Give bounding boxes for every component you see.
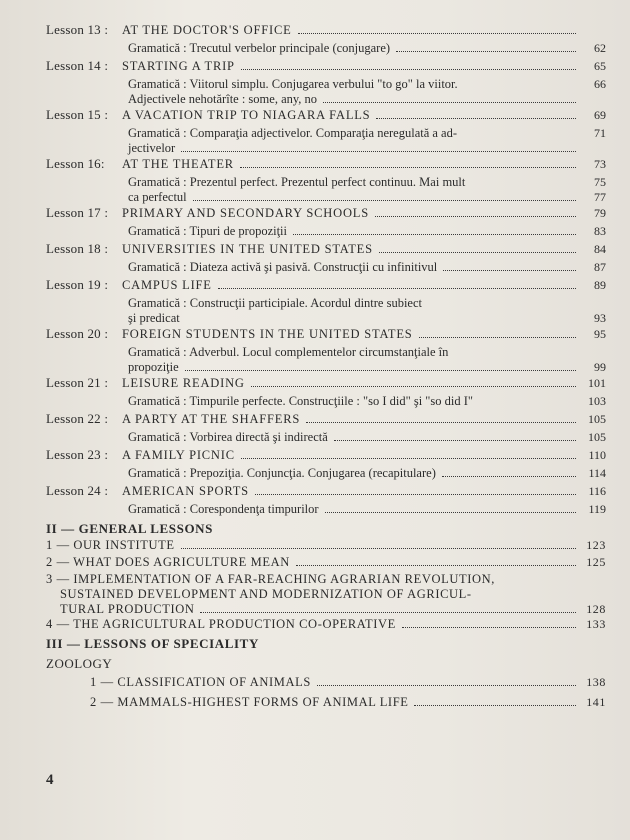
lesson-next-page: 93 — [594, 311, 606, 325]
dot-leader — [317, 676, 576, 686]
dot-leader — [375, 207, 576, 217]
lesson-title: A FAMILY PICNIC — [122, 448, 235, 462]
speciality-lesson-title: 2 — MAMMALS-HIGHEST FORMS OF ANIMAL LIFE — [90, 695, 409, 709]
grammar-line: Gramatică : Viitorul simplu. Conjugarea verbului "to go" la viitor. — [128, 77, 458, 91]
dot-leader — [240, 158, 576, 168]
grammar-line: Gramatică : Tipuri de propoziţii — [128, 224, 288, 238]
lesson-number: Lesson 23 : — [46, 447, 109, 462]
lesson-page: 105 — [588, 412, 606, 426]
general-lesson-title-continued: TURAL PRODUCTION — [60, 602, 195, 616]
general-lesson-3 — [46, 572, 606, 617]
lesson-number: Lesson 22 : — [46, 411, 109, 426]
lesson-title: AT THE THEATER — [122, 157, 234, 171]
toc-entry-lesson-21 — [46, 375, 606, 411]
speciality-lesson-page: 138 — [586, 675, 606, 689]
lesson-title: A PARTY AT THE SHAFFERS — [122, 412, 301, 426]
dot-leader — [181, 539, 576, 549]
general-lesson-page: 123 — [586, 538, 606, 552]
speciality-lesson-page: 141 — [586, 695, 606, 709]
dot-leader — [443, 261, 576, 271]
general-lesson-title: 3 — IMPLEMENTATION OF A FAR-REACHING AGRARIAN REVOLUTION, — [46, 572, 495, 586]
grammar-line: Gramatică : Trecutul verbelor principale (conjugare) — [128, 41, 391, 55]
grammar-line: Gramatică : Comparaţia adjectivelor. Comparaţia neregulată a ad- — [128, 126, 458, 140]
general-lesson-4 — [46, 617, 606, 634]
dot-leader — [325, 503, 576, 513]
grammar-page: 103 — [588, 394, 606, 408]
lesson-page: 116 — [588, 484, 606, 498]
grammar-line-continued: şi predicat — [128, 311, 180, 325]
toc-entry-lesson-16 — [46, 156, 606, 205]
dot-leader — [323, 93, 576, 103]
lesson-page: 110 — [588, 448, 606, 462]
lesson-number: Lesson 18 : — [46, 241, 109, 256]
grammar-line: Gramatică : Timpurile perfecte. Construcţiile : "so I did" şi "so did I" — [128, 394, 474, 408]
dot-leader — [255, 485, 576, 495]
lesson-page: 73 — [594, 157, 606, 171]
lesson-page: 95 — [594, 327, 606, 341]
grammar-line: Gramatică : Prezentul perfect. Prezentul perfect continuu. Mai mult — [128, 175, 466, 189]
dot-leader — [251, 377, 576, 387]
grammar-line: Gramatică : Vorbirea directă şi indirectă — [128, 430, 328, 444]
dot-leader — [298, 24, 576, 34]
dot-leader — [396, 42, 576, 52]
lesson-number: Lesson 13 : — [46, 22, 109, 37]
lesson-number: Lesson 21 : — [46, 375, 109, 390]
grammar-line: Gramatică : Corespondenţa timpurilor — [128, 502, 319, 516]
lesson-title: AT THE DOCTOR'S OFFICE — [122, 23, 292, 37]
lesson-page: 65 — [594, 59, 606, 73]
dot-leader — [218, 279, 576, 289]
lesson-number: Lesson 15 : — [46, 107, 109, 122]
grammar-page: 66 — [594, 77, 606, 91]
lesson-next-page: 77 — [594, 190, 606, 204]
lesson-title: CAMPUS LIFE — [122, 278, 212, 292]
lesson-title: LEISURE READING — [122, 376, 245, 390]
toc-entry-lesson-18 — [46, 241, 606, 277]
dot-leader — [402, 618, 576, 628]
lesson-page: 69 — [594, 108, 606, 122]
toc-entry-lesson-13 — [46, 22, 606, 58]
toc-entry-lesson-20 — [46, 326, 606, 375]
grammar-line-continued: propoziţie — [128, 360, 179, 374]
dot-leader — [296, 556, 576, 566]
grammar-page: 71 — [594, 126, 606, 140]
dot-leader — [376, 109, 576, 119]
lesson-title: FOREIGN STUDENTS IN THE UNITED STATES — [122, 327, 413, 341]
grammar-line: Gramatică : Adverbul. Locul complementelor circumstanţiale în — [128, 345, 449, 359]
speciality-lesson-2 — [46, 695, 606, 715]
toc-entry-lesson-15 — [46, 107, 606, 156]
grammar-page: 114 — [588, 466, 606, 480]
grammar-page: 75 — [594, 175, 606, 189]
grammar-line-continued: jectivelor — [128, 141, 176, 155]
page-number: 4 — [46, 772, 54, 788]
lesson-number: Lesson 14 : — [46, 58, 109, 73]
lesson-next-page: 99 — [594, 360, 606, 374]
grammar-page: 119 — [588, 502, 606, 516]
dot-leader — [200, 603, 576, 613]
dot-leader — [241, 449, 576, 459]
dot-leader — [181, 142, 576, 152]
subject-heading: ZOOLOGY — [46, 656, 113, 671]
general-lesson-title-continued: SUSTAINED DEVELOPMENT AND MODERNIZATION OF AGRICUL- — [60, 587, 472, 601]
general-lesson-page: 128 — [586, 602, 606, 616]
toc-entry-lesson-17 — [46, 205, 606, 241]
speciality-lesson-title: 1 — CLASSIFICATION OF ANIMALS — [90, 675, 311, 689]
dot-leader — [379, 243, 576, 253]
general-lesson-page: 125 — [586, 555, 606, 569]
grammar-line: Gramatică : Prepoziţia. Conjuncţia. Conjugarea (recapitulare) — [128, 466, 436, 480]
dot-leader — [414, 696, 576, 706]
grammar-page: 62 — [594, 41, 606, 55]
lesson-next-page: 83 — [594, 224, 606, 238]
dot-leader — [193, 191, 576, 201]
lesson-number: Lesson 24 : — [46, 483, 109, 498]
general-lesson-title: 2 — WHAT DOES AGRICULTURE MEAN — [46, 555, 290, 569]
speciality-lesson-1 — [46, 675, 606, 695]
dot-leader — [293, 225, 576, 235]
general-lesson-title: 1 — OUR INSTITUTE — [46, 538, 175, 552]
dot-leader — [419, 328, 576, 338]
grammar-line-continued: ca perfectul — [128, 190, 187, 204]
grammar-line: Gramatică : Diateza activă şi pasivă. Construcţii cu infinitivul — [128, 260, 438, 274]
dot-leader — [241, 60, 576, 70]
dot-leader — [334, 431, 576, 441]
toc-entry-lesson-22 — [46, 411, 606, 447]
grammar-page: 79 — [594, 206, 606, 220]
grammar-line: Gramatică : Construcţii participiale. Acordul dintre subiect — [128, 296, 423, 310]
dot-leader — [306, 413, 576, 423]
lesson-number: Lesson 20 : — [46, 326, 109, 341]
grammar-page: 105 — [588, 430, 606, 444]
lesson-number: Lesson 16: — [46, 156, 105, 171]
lesson-title: A VACATION TRIP TO NIAGARA FALLS — [122, 108, 371, 122]
grammar-page: 89 — [594, 278, 606, 292]
dot-leader — [185, 361, 576, 371]
general-lesson-2 — [46, 555, 606, 572]
toc-entry-lesson-24 — [46, 483, 606, 519]
section-heading-general: II — GENERAL LESSONS — [46, 521, 213, 536]
lesson-title: PRIMARY AND SECONDARY SCHOOLS — [122, 206, 369, 220]
general-lesson-title: 4 — THE AGRICULTURAL PRODUCTION CO-OPERATIVE — [46, 617, 396, 631]
lesson-page: 101 — [588, 376, 606, 390]
general-lesson-page: 133 — [586, 617, 606, 631]
toc-entry-lesson-14 — [46, 58, 606, 107]
grammar-page: 87 — [594, 260, 606, 274]
dot-leader — [442, 467, 576, 477]
lesson-title: AMERICAN SPORTS — [122, 484, 249, 498]
lesson-title: UNIVERSITIES IN THE UNITED STATES — [122, 242, 373, 256]
toc-entry-lesson-19 — [46, 277, 606, 326]
lesson-page: 84 — [594, 242, 606, 256]
grammar-line-continued: Adjectivele nehotărîte : some, any, no — [128, 92, 318, 106]
toc-entry-lesson-23 — [46, 447, 606, 483]
lesson-number: Lesson 17 : — [46, 205, 109, 220]
lesson-number: Lesson 19 : — [46, 277, 109, 292]
general-lesson-1 — [46, 538, 606, 555]
lesson-title: STARTING A TRIP — [122, 59, 235, 73]
section-heading-speciality: III — LESSONS OF SPECIALITY — [46, 636, 259, 651]
